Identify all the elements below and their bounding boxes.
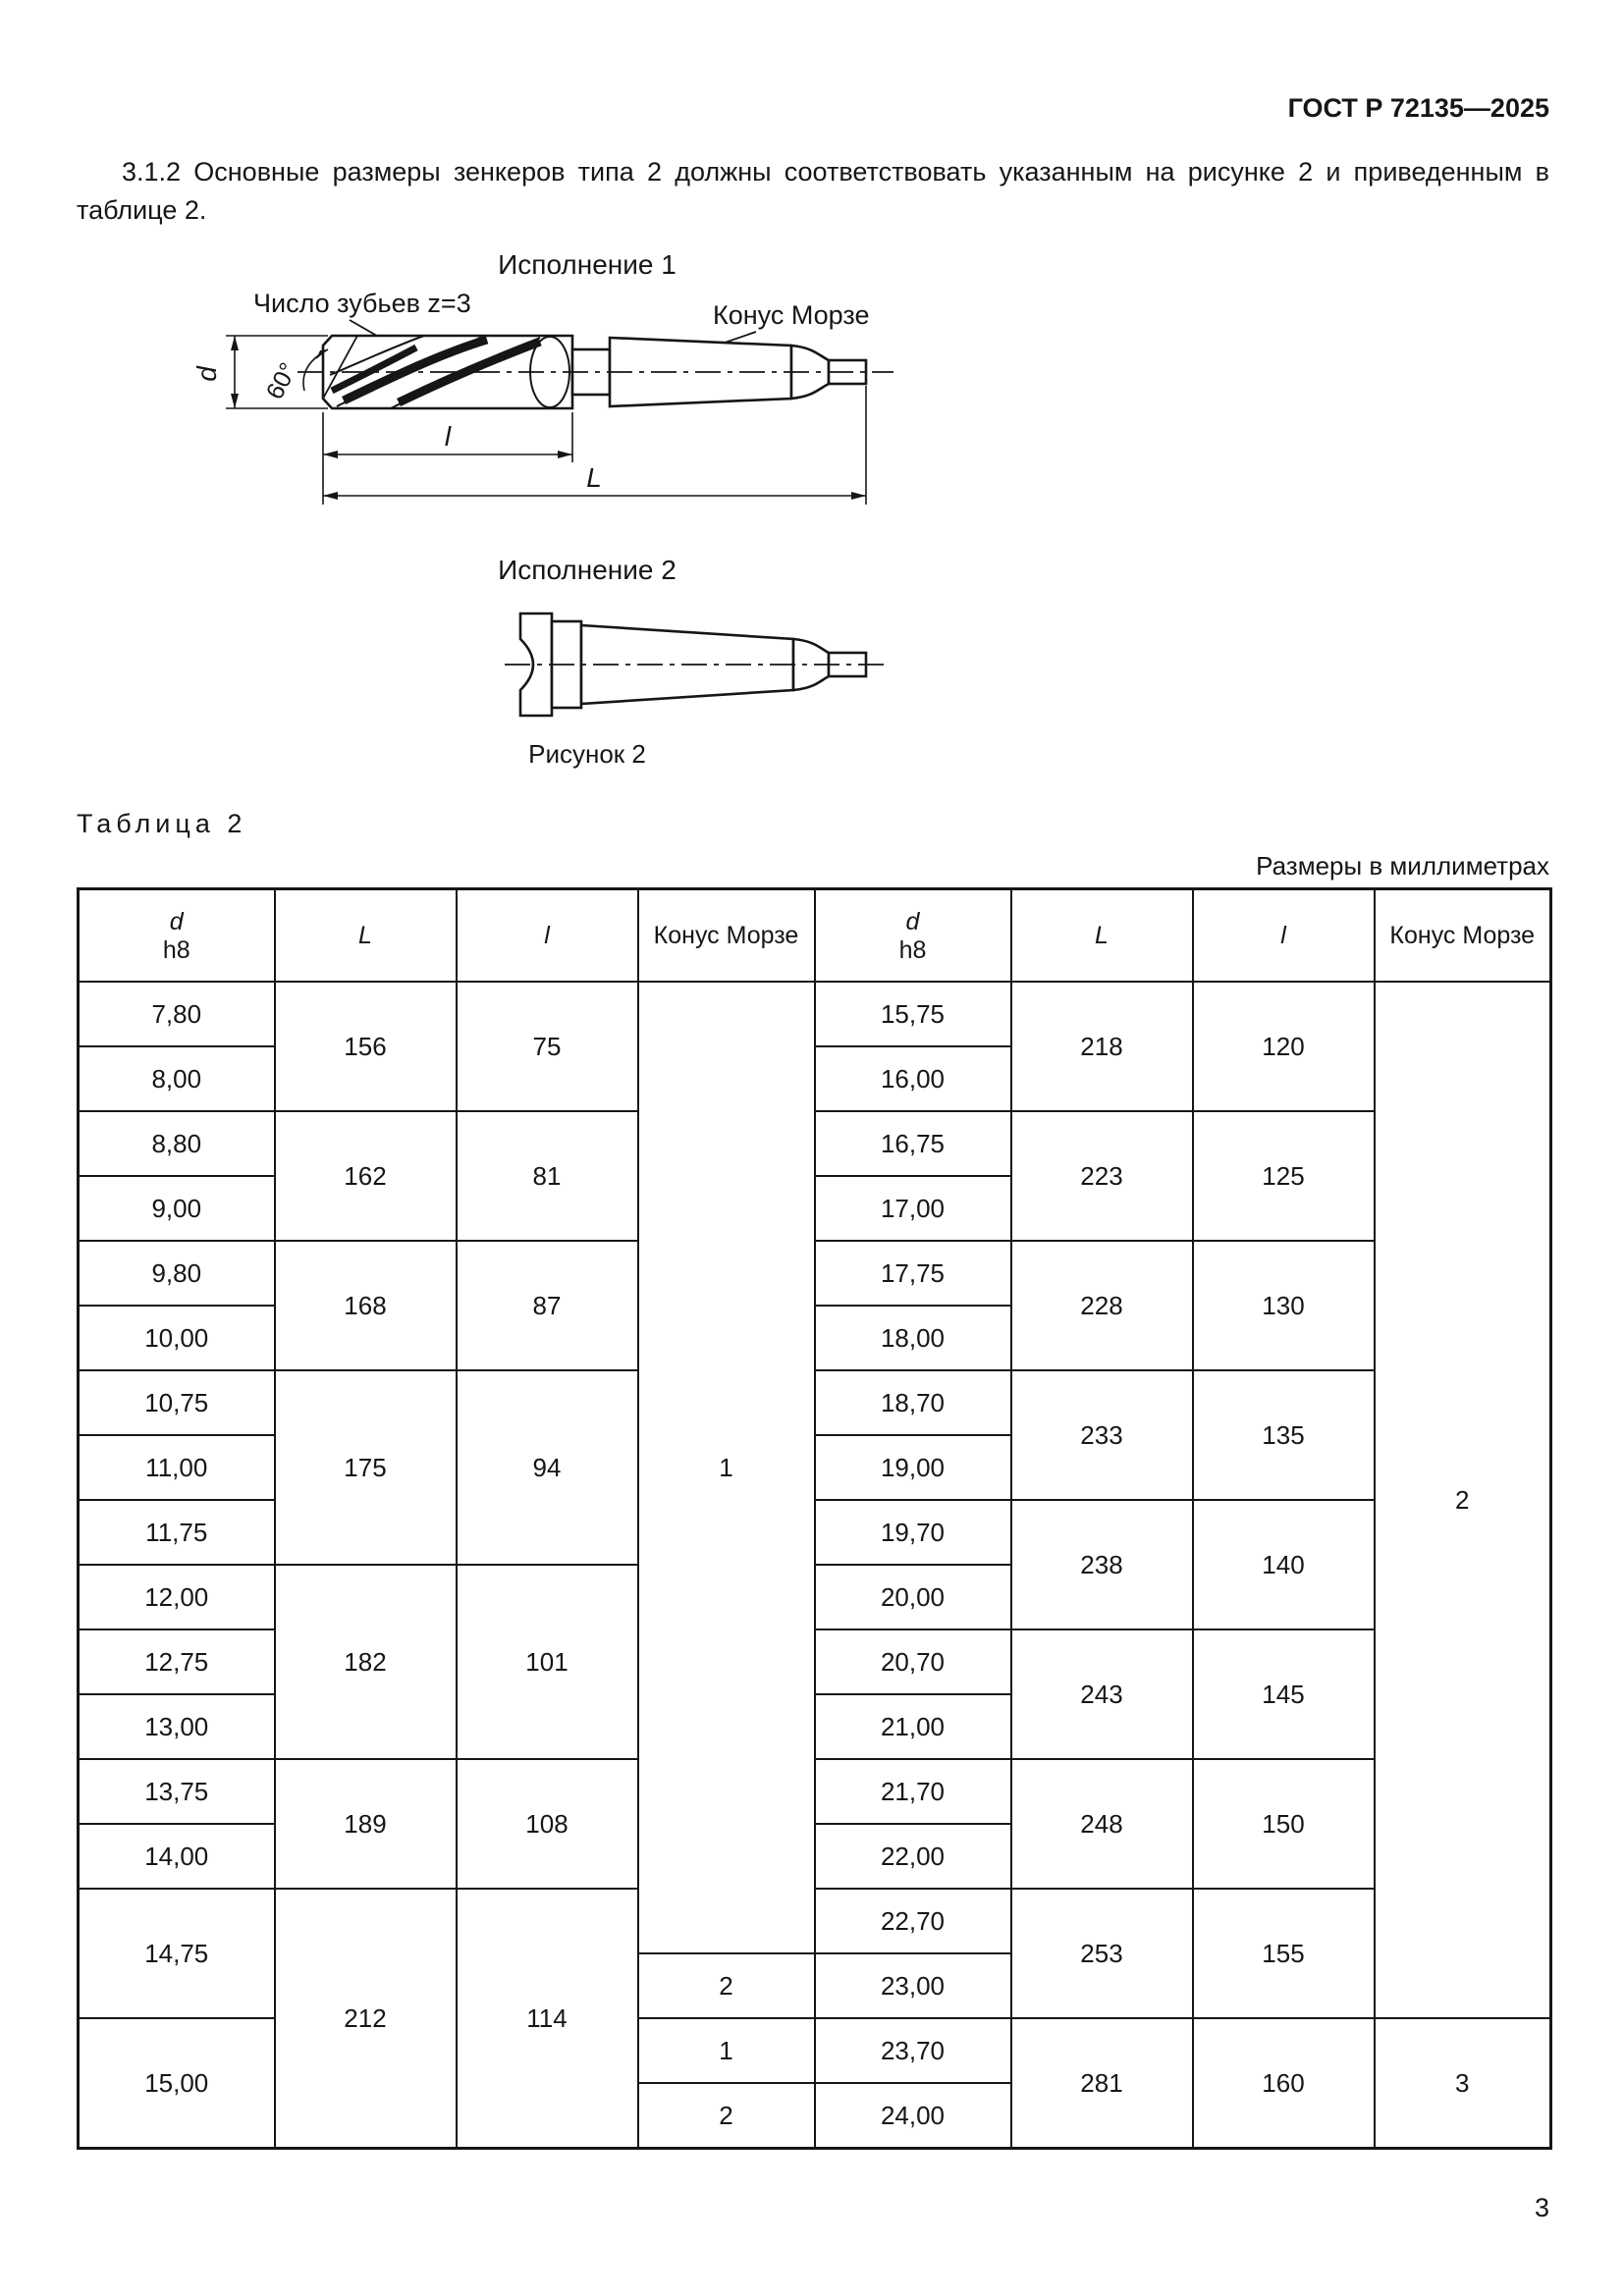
column-header: d h8 [815, 889, 1011, 983]
table-cell: 1 [638, 2018, 815, 2083]
table-cell: 13,75 [79, 1759, 275, 1824]
table-cell: 212 [275, 1889, 457, 2149]
table-cell: 3 [1375, 2018, 1551, 2149]
column-header: L [275, 889, 457, 983]
units-note: Размеры в миллиметрах [1256, 851, 1549, 881]
table-cell: 87 [457, 1241, 638, 1370]
table-cell: 108 [457, 1759, 638, 1889]
column-header: L [1011, 889, 1193, 983]
clause-paragraph: 3.1.2 Основные размеры зенкеров типа 2 должны соответствовать указанным на рисунке 2 и приведенным в таблице 2. [77, 157, 1549, 225]
table-cell: 81 [457, 1111, 638, 1241]
column-header: l [457, 889, 638, 983]
table-cell: 17,75 [815, 1241, 1011, 1306]
table-cell: 13,00 [79, 1694, 275, 1759]
table-cell: 175 [275, 1370, 457, 1565]
table-cell: 228 [1011, 1241, 1193, 1370]
table-cell: 14,75 [79, 1889, 275, 2018]
spec-table [77, 887, 1552, 2150]
variant2-title: Исполнение 2 [498, 555, 677, 585]
table-cell: 24,00 [815, 2083, 1011, 2149]
table-cell: 18,70 [815, 1370, 1011, 1435]
table-cell: 162 [275, 1111, 457, 1241]
dim-d-label: d [191, 366, 222, 382]
table-cell: 8,00 [79, 1046, 275, 1111]
page-number: 3 [1534, 2193, 1549, 2222]
column-header: l [1193, 889, 1375, 983]
table-cell: 11,00 [79, 1435, 275, 1500]
table-cell: 238 [1011, 1500, 1193, 1629]
table-cell: 19,70 [815, 1500, 1011, 1565]
table-cell: 155 [1193, 1889, 1375, 2018]
table-row [79, 1370, 1551, 1435]
column-header: Конус Морзе [638, 889, 815, 983]
table-title: Таблица 2 [77, 809, 247, 838]
table-cell: 21,00 [815, 1694, 1011, 1759]
table-cell: 21,70 [815, 1759, 1011, 1824]
table-cell: 7,80 [79, 982, 275, 1046]
table-cell: 18,00 [815, 1306, 1011, 1370]
table-row [79, 1111, 1551, 1176]
table-cell: 223 [1011, 1111, 1193, 1241]
table-cell: 182 [275, 1565, 457, 1759]
column-header: d h8 [79, 889, 275, 983]
variant1-title: Исполнение 1 [498, 249, 677, 280]
table-cell: 189 [275, 1759, 457, 1889]
table-cell: 20,70 [815, 1629, 1011, 1694]
table-row [79, 1889, 1551, 1953]
table-cell: 8,80 [79, 1111, 275, 1176]
table-cell: 135 [1193, 1370, 1375, 1500]
table-cell: 243 [1011, 1629, 1193, 1759]
dim-L-label: L [586, 462, 602, 493]
table-cell: 248 [1011, 1759, 1193, 1889]
teeth-count-label: Число зубьев z=3 [253, 289, 471, 318]
table-cell: 130 [1193, 1241, 1375, 1370]
column-header: Конус Морзе [1375, 889, 1551, 983]
table-row [79, 982, 1551, 1046]
table-cell: 160 [1193, 2018, 1375, 2149]
table-row [79, 1759, 1551, 1824]
table-cell: 168 [275, 1241, 457, 1370]
table-cell: 281 [1011, 2018, 1193, 2149]
figure-variant2-drawing [96, 596, 1078, 733]
table-cell: 233 [1011, 1370, 1193, 1500]
table-cell: 253 [1011, 1889, 1193, 2018]
table-cell: 218 [1011, 982, 1193, 1111]
table-cell: 16,75 [815, 1111, 1011, 1176]
angle-60-label: 60° [260, 357, 303, 404]
table-cell: 23,00 [815, 1953, 1011, 2018]
angle-60 [261, 349, 328, 404]
figure-block [96, 249, 1078, 770]
table-cell: 14,00 [79, 1824, 275, 1889]
table-cell: 125 [1193, 1111, 1375, 1241]
standard-number: ГОСТ Р 72135—2025 [1287, 93, 1549, 123]
table-cell: 22,00 [815, 1824, 1011, 1889]
table-cell: 150 [1193, 1759, 1375, 1889]
table-cell: 101 [457, 1565, 638, 1759]
table-cell: 156 [275, 982, 457, 1111]
table-cell: 20,00 [815, 1565, 1011, 1629]
table-cell: 11,75 [79, 1500, 275, 1565]
table-cell: 1 [638, 982, 815, 1953]
table-cell: 10,75 [79, 1370, 275, 1435]
table-cell: 2 [638, 2083, 815, 2149]
morse-taper-label: Конус Морзе [713, 300, 870, 330]
table-cell: 10,00 [79, 1306, 275, 1370]
table-cell: 145 [1193, 1629, 1375, 1759]
dimension-l [323, 412, 572, 505]
table-header-row [79, 889, 1551, 983]
table-cell: 114 [457, 1889, 638, 2149]
table-cell: 120 [1193, 982, 1375, 1111]
table-cell: 16,00 [815, 1046, 1011, 1111]
dim-l-label: l [444, 421, 452, 452]
table-cell: 75 [457, 982, 638, 1111]
figure-caption: Рисунок 2 [528, 739, 646, 769]
table-cell: 2 [1375, 982, 1551, 2018]
table-cell: 22,70 [815, 1889, 1011, 1953]
figure-variant1-drawing [96, 289, 1078, 529]
table-cell: 15,00 [79, 2018, 275, 2149]
table-cell: 12,75 [79, 1629, 275, 1694]
table-cell: 23,70 [815, 2018, 1011, 2083]
table-cell: 140 [1193, 1500, 1375, 1629]
table-cell: 12,00 [79, 1565, 275, 1629]
table-cell: 94 [457, 1370, 638, 1565]
table-row [79, 1241, 1551, 1306]
table-cell: 17,00 [815, 1176, 1011, 1241]
table-cell: 15,75 [815, 982, 1011, 1046]
table-cell: 9,00 [79, 1176, 275, 1241]
table-cell: 19,00 [815, 1435, 1011, 1500]
table-cell: 9,80 [79, 1241, 275, 1306]
table-cell: 2 [638, 1953, 815, 2018]
